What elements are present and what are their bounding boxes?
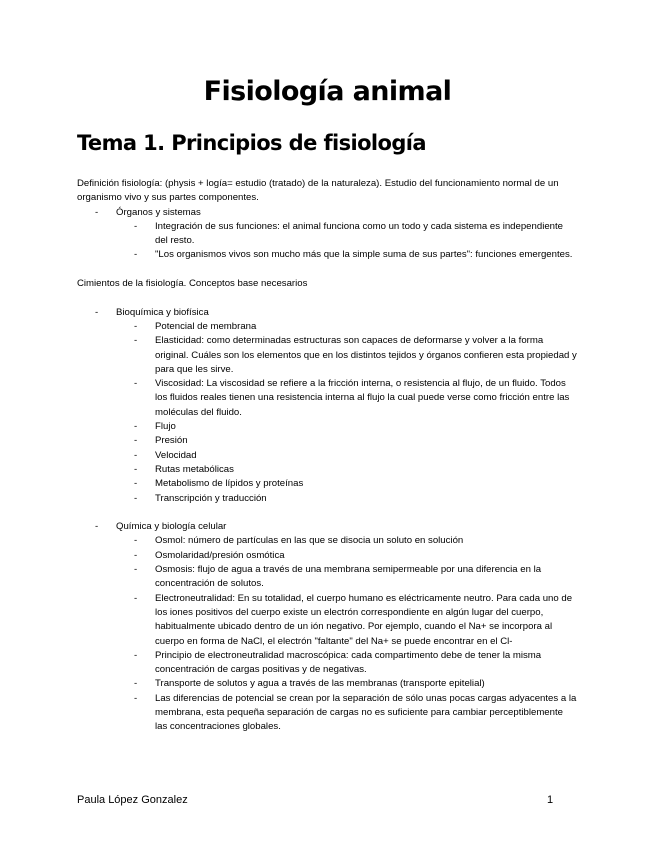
list-item: - Electroneutralidad: En su totalidad, el cuerpo humano es eléctricamente neutro. Para cada uno de los iones positivos del cuerpo existe un electrón correspondiente en algún lugar del cuerpo, habitualmente ubicado dentro de un ión negativo. Por ejemplo, cuando el Na+ se incorpora al cuerpo en forma de NaCl, el electrón "faltante" del Na+ se puede encontrar en el Cl-	[77, 592, 577, 649]
list-item: - Osmol: número de partículas en las que se disocia un soluto en solución	[77, 534, 577, 548]
list-item-quimica	[77, 520, 577, 734]
list-item-bioquimica	[77, 306, 577, 506]
list-item-organos	[77, 206, 577, 263]
list-item: - Velocidad	[77, 449, 577, 463]
list-item: - Principio de electroneutralidad macroscópica: cada compartimento debe de tener la misma concentración de cargas positivas y de negativas.	[77, 649, 577, 678]
list-item-label: Órganos y sistemas	[116, 206, 201, 218]
section-heading: Tema 1. Principios de fisiología	[77, 131, 426, 155]
list-item: - Osmolaridad/presión osmótica	[77, 549, 577, 563]
list-organos	[77, 206, 577, 263]
list-item: - Las diferencias de potencial se crean por la separación de sólo unas pocas cargas adyacentes a la membrana, esta pequeña separación de cargas no es suficiente para cambiar perceptiblemente las concentraciones globales.	[77, 692, 577, 735]
sublist-quimica	[116, 534, 577, 734]
list-bioquimica	[77, 306, 577, 506]
list-item: - Rutas metabólicas	[77, 463, 577, 477]
list-item-label: Bioquímica y biofísica	[116, 306, 209, 318]
list-item: - Integración de sus funciones: el animal funciona como un todo y cada sistema es independiente del resto.	[77, 220, 577, 249]
list-item: - Presión	[77, 434, 577, 448]
list-item: - Osmosis: flujo de agua a través de una membrana semipermeable por una diferencia en la concentración de solutos.	[77, 563, 577, 592]
document-title: Fisiología animal	[203, 76, 452, 107]
cimientos-paragraph: Cimientos de la fisiología. Conceptos base necesarios	[77, 278, 308, 290]
sublist-organos	[116, 220, 577, 263]
list-quimica	[77, 520, 577, 734]
list-item: - Flujo	[77, 420, 577, 434]
page-number: 1	[547, 794, 554, 806]
list-item: - Potencial de membrana	[77, 320, 577, 334]
list-item-label: Química y biología celular	[116, 521, 227, 533]
sublist-bioquimica	[116, 320, 577, 506]
list-item: - Transporte de solutos y agua a través de las membranas (transporte epitelial)	[77, 677, 577, 691]
list-item: - "Los organismos vivos son mucho más que la simple suma de sus partes": funciones emergentes.	[77, 248, 577, 262]
list-item: - Elasticidad: como determinadas estructuras son capaces de deformarse y volver a la forma original. Cuáles son los elementos que en los distintos tejidos y órganos confieren esta propiedad y para que les sirve.	[77, 334, 577, 377]
document-body	[77, 177, 577, 735]
footer-author: Paula López Gonzalez	[77, 794, 188, 806]
list-item: - Viscosidad: La viscosidad se refiere a la fricción interna, o resistencia al flujo, de un fluido. Todos los fluidos reales tienen una resistencia interna al flujo la cual puede verse como fricción entre las moléculas del fluido.	[77, 377, 577, 420]
intro-paragraph: Definición fisiología: (physis + logía= estudio (tratado) de la naturaleza). Estudio del funcionamiento normal de un organismo vivo y sus partes componentes.	[77, 178, 559, 204]
list-item: - Transcripción y traducción	[77, 492, 577, 506]
list-item: - Metabolismo de lípidos y proteínas	[77, 477, 577, 491]
